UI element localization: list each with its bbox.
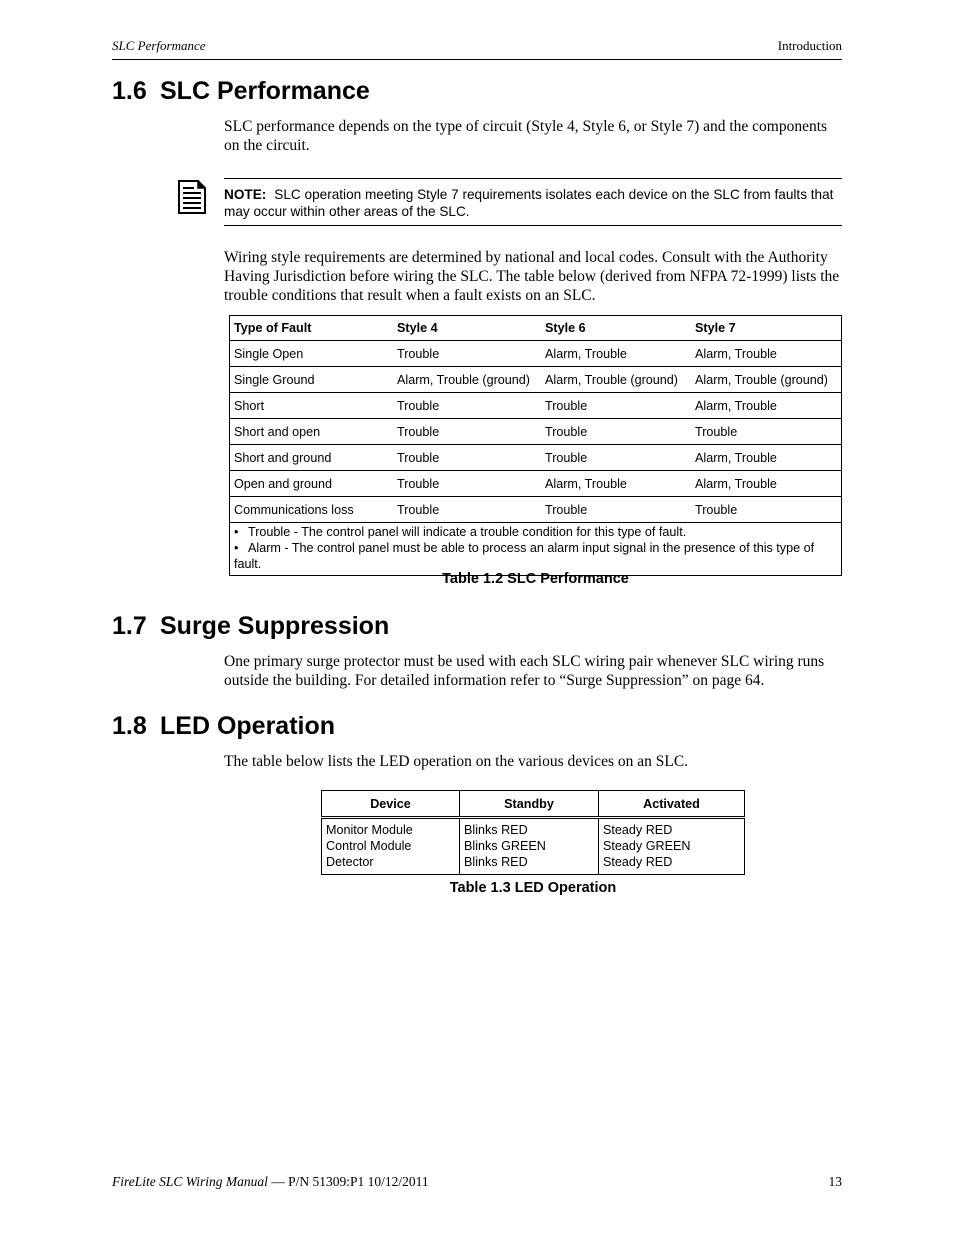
table-cell: Trouble — [393, 497, 541, 523]
table-row — [230, 445, 842, 471]
table-cell: Short — [230, 393, 394, 419]
device-name: Detector — [326, 855, 374, 869]
table-cell: Short and ground — [230, 445, 394, 471]
table-row — [230, 471, 842, 497]
table-cell: Single Ground — [230, 367, 394, 393]
section-heading-1-7 — [112, 612, 389, 641]
section-heading-1-6 — [112, 77, 370, 106]
table-cell: Trouble — [541, 419, 691, 445]
note-trouble: • Trouble - The control panel will indicate a trouble condition for this type of fault. — [234, 525, 687, 539]
table-caption-1-2: Table 1.2 SLC Performance — [442, 571, 629, 587]
table-row — [230, 367, 842, 393]
table-cell: Trouble — [691, 419, 842, 445]
table-cell: Trouble — [393, 471, 541, 497]
column-header: Style 6 — [541, 316, 691, 341]
standby-state: Blinks RED — [464, 855, 528, 869]
note-alarm: • Alarm - The control panel must be able to process an alarm input signal in the presence of this type of fault. — [234, 541, 815, 571]
table-cell: Trouble — [541, 497, 691, 523]
standby-state: Blinks GREEN — [464, 839, 546, 853]
table-cell: Trouble — [393, 445, 541, 471]
led-operation-table — [321, 790, 745, 875]
table-cell: Alarm, Trouble — [691, 445, 842, 471]
activated-cell — [599, 818, 745, 875]
table-header-row — [230, 316, 842, 341]
table-notes-row — [230, 523, 842, 576]
table-cell: Alarm, Trouble (ground) — [691, 367, 842, 393]
section-title: Surge Suppression — [160, 612, 390, 640]
section-heading-1-8 — [112, 712, 335, 741]
table-cell: Alarm, Trouble — [691, 393, 842, 419]
table-cell: Alarm, Trouble — [541, 341, 691, 367]
note-top-rule — [224, 178, 842, 179]
activated-state: Steady RED — [603, 855, 673, 869]
activated-state: Steady GREEN — [603, 839, 691, 853]
column-header: Style 4 — [393, 316, 541, 341]
device-cell — [322, 818, 460, 875]
note-bottom-rule — [224, 225, 842, 226]
note-label: NOTE: — [224, 187, 267, 202]
table-cell: Open and ground — [230, 471, 394, 497]
note-text: SLC operation meeting Style 7 requirements isolates each device on the SLC from faults that may occur within other areas of the SLC. — [224, 187, 834, 219]
table-cell: Alarm, Trouble (ground) — [393, 367, 541, 393]
table-caption-1-3: Table 1.3 LED Operation — [449, 880, 617, 896]
manual-title: FireLite SLC Wiring Manual — [112, 1174, 268, 1189]
header-rule — [112, 59, 842, 60]
standby-state: Blinks RED — [464, 823, 528, 837]
running-header-right: Introduction — [777, 38, 842, 53]
section-1-7-body: One primary surge protector must be used with each SLC wiring pair whenever SLC wiring runs outside the building. For detailed information refer to “Surge Suppression” on page 64. — [224, 653, 825, 689]
table-cell: Trouble — [541, 393, 691, 419]
table-header-row — [322, 791, 745, 818]
table-cell: Alarm, Trouble (ground) — [541, 367, 691, 393]
section-number: 1.8 — [112, 712, 147, 740]
column-header: Type of Fault — [230, 316, 394, 341]
table-cell: Communications loss — [230, 497, 394, 523]
table-cell: Alarm, Trouble — [691, 341, 842, 367]
section-number: 1.7 — [112, 612, 147, 640]
table-row — [230, 393, 842, 419]
table-row — [230, 497, 842, 523]
section-1-6-intro: SLC performance depends on the type of circuit (Style 4, Style 6, or Style 7) and the components on the circuit. — [224, 118, 828, 154]
standby-cell — [460, 818, 599, 875]
table-cell: Single Open — [230, 341, 394, 367]
running-header-left: SLC Performance — [112, 38, 206, 53]
section-title: LED Operation — [160, 712, 336, 740]
section-number: 1.6 — [112, 77, 147, 105]
table-cell: Trouble — [393, 419, 541, 445]
device-name: Control Module — [326, 839, 412, 853]
table-cell: Alarm, Trouble — [691, 471, 842, 497]
note-box — [224, 186, 836, 220]
table-cell: Trouble — [691, 497, 842, 523]
table-cell: Trouble — [393, 393, 541, 419]
page-number: 13 — [828, 1174, 842, 1189]
table-cell: Trouble — [541, 445, 691, 471]
table-row — [322, 818, 745, 875]
note-document-icon — [178, 180, 206, 214]
table-cell: Trouble — [393, 341, 541, 367]
column-header: Style 7 — [691, 316, 842, 341]
device-name: Monitor Module — [326, 823, 413, 837]
table-notes — [230, 523, 842, 576]
part-number-date: — P/N 51309:P1 10/12/2011 — [267, 1174, 429, 1189]
table-cell: Alarm, Trouble — [541, 471, 691, 497]
section-1-6-body: Wiring style requirements are determined by national and local codes. Consult with the Authority Having Jurisdiction before wiring the SLC. The table below (derived from NFPA 72-1999) lists the trouble conditions that result when a fault exists on an SLC. — [224, 249, 840, 304]
column-header: Activated — [599, 791, 745, 818]
table-row — [230, 419, 842, 445]
section-1-8-body: The table below lists the LED operation on the various devices on an SLC. — [224, 753, 689, 770]
table-cell: Short and open — [230, 419, 394, 445]
slc-performance-table — [229, 315, 842, 576]
activated-state: Steady RED — [603, 823, 673, 837]
column-header: Device — [322, 791, 460, 818]
table-row — [230, 341, 842, 367]
section-title: SLC Performance — [160, 77, 370, 105]
column-header: Standby — [460, 791, 599, 818]
page-footer — [112, 1174, 429, 1190]
